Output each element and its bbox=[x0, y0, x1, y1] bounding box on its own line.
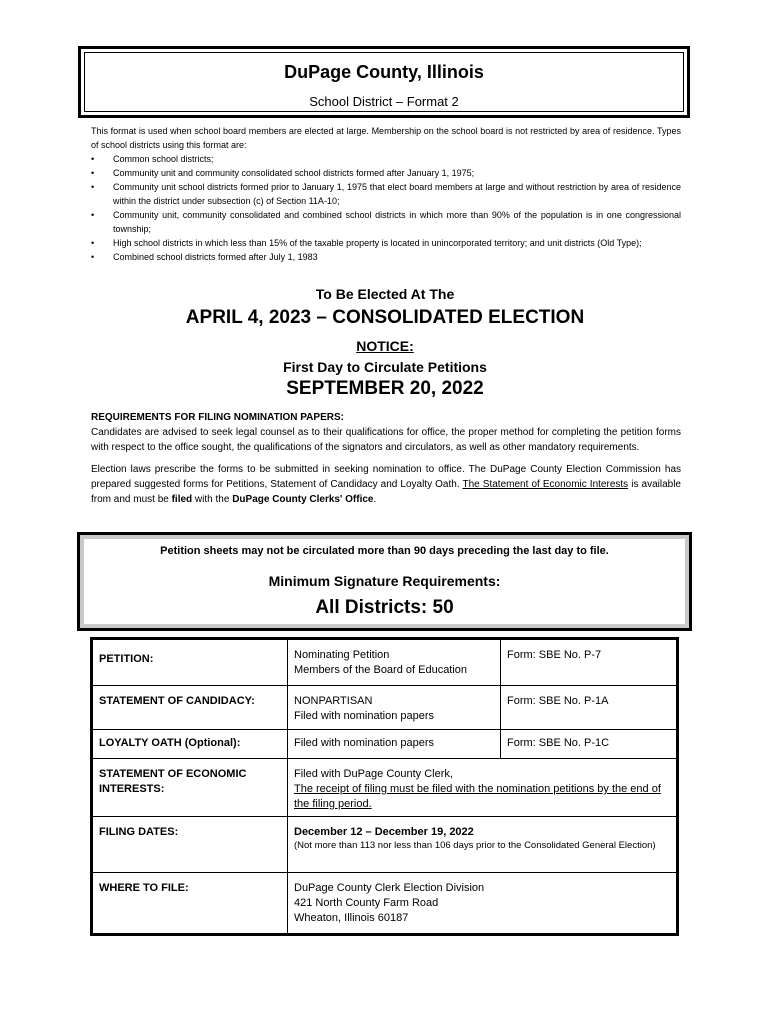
intro-text: This format is used when school board members are elected at large. Membership on the school board is not restricted by area of residence. Types of school districts using this format are: bbox=[91, 126, 681, 150]
where-to-file-label: WHERE TO FILE: bbox=[93, 873, 288, 933]
requirements-section bbox=[91, 410, 681, 507]
list-item: • Community unit and community consolidated school districts formed after January 1, 1975; bbox=[91, 166, 681, 180]
header-box bbox=[78, 46, 690, 118]
page-subtitle: School District – Format 2 bbox=[309, 94, 459, 109]
circulate-date: SEPTEMBER 20, 2022 bbox=[286, 378, 484, 399]
economic-label: STATEMENT OF ECONOMIC INTERESTS: bbox=[93, 759, 288, 816]
signature-requirements-box bbox=[77, 532, 692, 631]
min-signature-label: Minimum Signature Requirements: bbox=[268, 573, 501, 589]
table-row bbox=[93, 730, 676, 759]
table-row bbox=[93, 817, 676, 873]
petition-form: Form: SBE No. P-7 bbox=[500, 640, 676, 685]
intro-section bbox=[91, 124, 681, 264]
table-row bbox=[93, 873, 676, 933]
economic-interests-link-text: The Statement of Economic Interests bbox=[462, 479, 629, 490]
requirements-paragraph: Candidates are advised to seek legal counsel as to their qualifications for office, the proper method for completing the petition forms with respect to the office sought, the qualifications of the signators and circulators, as well as other mandatory requirements. bbox=[91, 427, 681, 453]
economic-details: Filed with DuPage County Clerk, The receipt of filing must be filed with the nomination petitions by the end of the filing period. bbox=[294, 768, 661, 810]
table-row bbox=[93, 686, 676, 730]
notice-heading: NOTICE: bbox=[356, 338, 414, 354]
requirements-heading: REQUIREMENTS FOR FILING NOMINATION PAPERS: bbox=[91, 412, 344, 423]
district-type-list bbox=[91, 152, 681, 264]
loyalty-details: Filed with nomination papers bbox=[294, 737, 435, 749]
loyalty-label: LOYALTY OATH (Optional): bbox=[93, 730, 288, 758]
table-row bbox=[93, 759, 676, 817]
table-row bbox=[93, 640, 676, 686]
list-item: • Community unit school districts formed prior to January 1, 1975 that elect board members at large and without restriction by area of residence within the district under subsection (c) of Section 11A-10; bbox=[91, 180, 681, 208]
candidacy-label: STATEMENT OF CANDIDACY: bbox=[93, 686, 288, 729]
to-be-elected-heading: To Be Elected At The bbox=[315, 286, 455, 302]
filing-info-table bbox=[90, 637, 679, 936]
loyalty-form: Form: SBE No. P-1C bbox=[500, 730, 676, 758]
candidacy-details: NONPARTISAN Filed with nomination papers bbox=[294, 695, 435, 722]
all-districts-count: All Districts: 50 bbox=[315, 597, 454, 618]
election-laws-paragraph: Election laws prescribe the forms to be submitted in seeking nomination to office. The DuPage County Election Commission has prepared suggested forms for Petitions, Statement of Candidacy and Loyalty Oath. The Statement of Economic Interests is available from and must be filed with the DuPage County Clerks' Office. bbox=[91, 464, 681, 505]
petition-details: Nominating Petition Members of the Board of Education bbox=[294, 649, 468, 676]
petition-label: PETITION: bbox=[93, 640, 288, 685]
list-item: • Community unit, community consolidated and combined school districts in which more than 90% of the population is in one congressional township; bbox=[91, 208, 681, 236]
circulation-limit-note: Petition sheets may not be circulated more than 90 days preceding the last day to file. bbox=[160, 545, 609, 557]
candidacy-form: Form: SBE No. P-1A bbox=[500, 686, 676, 729]
filing-dates-details: December 12 – December 19, 2022 (Not more than 113 nor less than 106 days prior to the Consolidated General Election) bbox=[294, 826, 656, 851]
first-day-heading: First Day to Circulate Petitions bbox=[283, 359, 487, 375]
list-item: • Combined school districts formed after July 1, 1983 bbox=[91, 250, 681, 264]
where-to-file-address: DuPage County Clerk Election Division 421 North County Farm Road Wheaton, Illinois 60187 bbox=[294, 882, 485, 924]
list-item: • High school districts in which less than 15% of the taxable property is located in unincorporated territory; and unit districts (Old Type); bbox=[91, 236, 681, 250]
page-title: DuPage County, Illinois bbox=[284, 62, 484, 82]
election-name: APRIL 4, 2023 – CONSOLIDATED ELECTION bbox=[185, 307, 585, 328]
list-item: • Common school districts; bbox=[91, 152, 681, 166]
filing-dates-label: FILING DATES: bbox=[93, 817, 288, 872]
